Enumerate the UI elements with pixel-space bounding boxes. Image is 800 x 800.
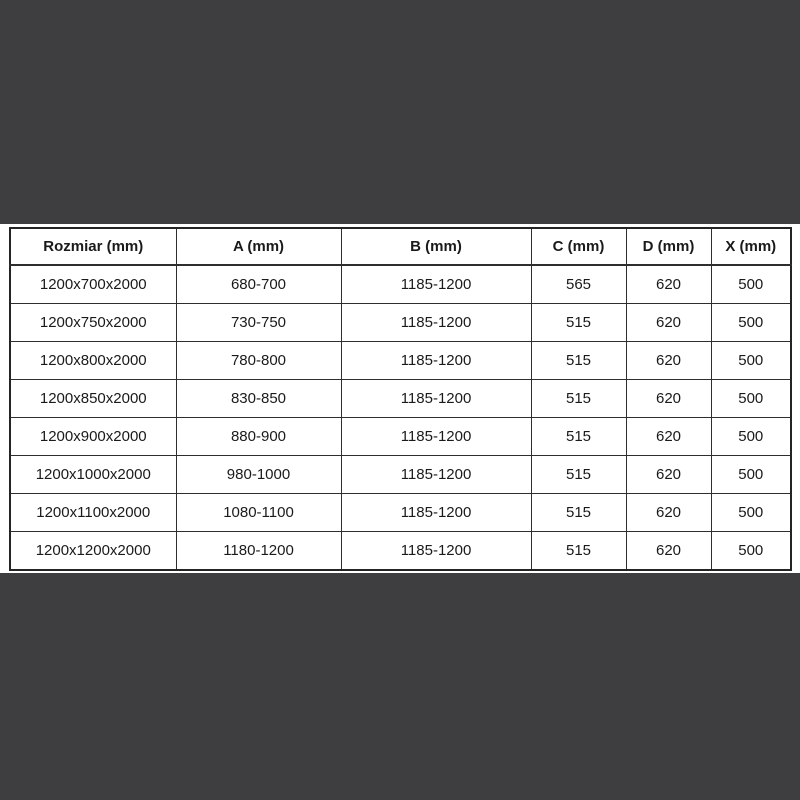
table-cell: 500 [711,380,791,418]
table-cell: 620 [626,265,711,304]
table-cell: 1185-1200 [341,380,531,418]
table-cell: 1200x1000x2000 [10,456,176,494]
table-cell: 1200x1200x2000 [10,532,176,571]
table-cell: 620 [626,456,711,494]
table-cell: 515 [531,456,626,494]
table-cell: 1200x900x2000 [10,418,176,456]
column-header-c: C (mm) [531,228,626,265]
table-cell: 880-900 [176,418,341,456]
table-cell: 620 [626,304,711,342]
table-row [10,494,791,532]
table-cell: 1200x1100x2000 [10,494,176,532]
table-cell: 500 [711,418,791,456]
table-cell: 1200x750x2000 [10,304,176,342]
table-cell: 620 [626,380,711,418]
table-row [10,532,791,571]
table-cell: 680-700 [176,265,341,304]
table-cell: 500 [711,456,791,494]
table-panel [0,224,800,573]
table-cell: 1185-1200 [341,532,531,571]
table-cell: 515 [531,494,626,532]
table-cell: 1185-1200 [341,494,531,532]
column-header-d: D (mm) [626,228,711,265]
column-header-rozmiar: Rozmiar (mm) [10,228,176,265]
table-cell: 500 [711,342,791,380]
table-cell: 620 [626,418,711,456]
table-header-row [10,228,791,265]
table-cell: 1185-1200 [341,304,531,342]
table-cell: 1200x700x2000 [10,265,176,304]
table-cell: 620 [626,532,711,571]
table-cell: 515 [531,304,626,342]
table-cell: 830-850 [176,380,341,418]
table-cell: 620 [626,494,711,532]
table-row [10,380,791,418]
table-cell: 1080-1100 [176,494,341,532]
table-cell: 500 [711,304,791,342]
column-header-b: B (mm) [341,228,531,265]
table-cell: 500 [711,494,791,532]
table-cell: 500 [711,265,791,304]
table-cell: 1185-1200 [341,418,531,456]
table-cell: 500 [711,532,791,571]
table-row [10,418,791,456]
table-row [10,304,791,342]
table-cell: 780-800 [176,342,341,380]
table-row [10,342,791,380]
table-cell: 1200x850x2000 [10,380,176,418]
table-cell: 620 [626,342,711,380]
dimensions-table [9,227,792,571]
table-cell: 565 [531,265,626,304]
table-cell: 980-1000 [176,456,341,494]
table-cell: 730-750 [176,304,341,342]
table-cell: 515 [531,532,626,571]
table-cell: 515 [531,418,626,456]
table-cell: 515 [531,342,626,380]
table-cell: 1185-1200 [341,342,531,380]
column-header-a: A (mm) [176,228,341,265]
table-row [10,265,791,304]
column-header-x: X (mm) [711,228,791,265]
table-cell: 1200x800x2000 [10,342,176,380]
table-cell: 515 [531,380,626,418]
table-row [10,456,791,494]
table-cell: 1185-1200 [341,265,531,304]
table-cell: 1180-1200 [176,532,341,571]
table-cell: 1185-1200 [341,456,531,494]
